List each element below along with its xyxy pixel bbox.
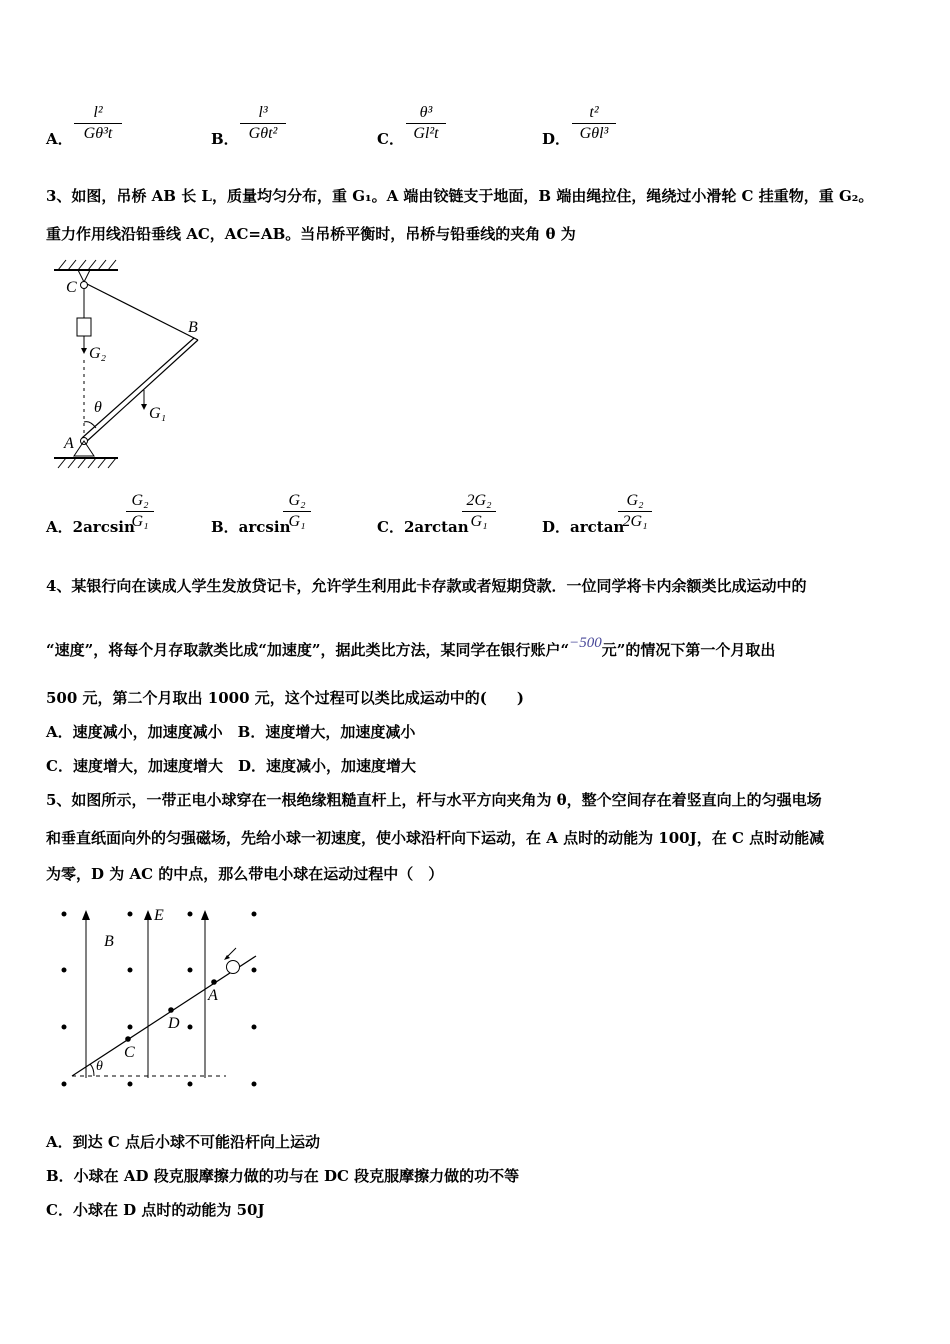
fraction-denominator: G₁: [131, 513, 149, 530]
fraction-denominator: 2G₁: [622, 513, 648, 530]
label-theta: θ: [96, 1059, 103, 1074]
fraction-numerator: 2G₂: [466, 492, 492, 509]
q3-option-c-label: C．2arctan: [377, 518, 469, 536]
q4-line-2: [46, 635, 776, 661]
q4-line-2-start: “速度”，将每个月存取款类比成“加速度”，据此类比方法，某同学在银行账户“: [46, 641, 570, 659]
q5-option-c: C．小球在 D 点时的动能为 50J: [46, 1201, 265, 1219]
q3-option-b-fraction: [283, 492, 311, 531]
q3-drawbridge-figure: [46, 252, 226, 474]
label-a: A: [64, 435, 74, 452]
fraction-numerator: G₂: [288, 492, 306, 509]
q4-options-row-1: A．速度减小，加速度减小 B．速度增大，加速度减小: [46, 723, 416, 741]
q5-line-2: 和垂直纸面向外的匀强磁场，先给小球一初速度，使小球沿杆向下运动，在 A 点时的动能为 100J，在 C 点时动能减: [46, 829, 825, 847]
fraction-denominator: Gθt²: [248, 125, 278, 142]
q4-line-3: 500 元，第二个月取出 1000 元，这个过程可以类比成运动中的( ): [46, 689, 524, 707]
fraction-numerator: θ³: [419, 104, 433, 121]
q3-option-d-fraction: [618, 492, 652, 531]
q4-line-1: 4、某银行向在读成人学生发放贷记卡，允许学生利用此卡存款或者短期贷款．一位同学将卡内余额类比成运动中的: [46, 577, 807, 595]
fraction-numerator: l³: [258, 104, 268, 121]
q5-option-a: A．到达 C 点后小球不可能沿杆向上运动: [46, 1133, 321, 1151]
label-theta: θ: [94, 399, 102, 416]
label-g1: G₁: [149, 405, 167, 422]
q4-options-row-2: C．速度增大，加速度增大 D．速度减小，加速度增大: [46, 757, 416, 775]
q2-option-c-label: C．: [377, 130, 404, 148]
label-a: A: [208, 987, 218, 1004]
fraction-numerator: l²: [93, 104, 103, 121]
q4-account-value: −500: [569, 635, 602, 651]
fraction-denominator: G₁: [288, 513, 306, 530]
q2-option-a-label: A．: [46, 130, 73, 148]
fraction-denominator: G₁: [470, 513, 488, 530]
q2-option-c-fraction: [406, 104, 446, 143]
label-c: C: [66, 279, 77, 296]
q3-option-d-label: D．arctan: [542, 518, 625, 536]
q5-line-1: 5、如图所示，一带正电小球穿在一根绝缘粗糙直杆上，杆与水平方向夹角为 θ，整个空间存在着竖直向上的匀强电场: [46, 791, 822, 809]
q2-option-b-fraction: [240, 104, 286, 143]
label-g2: G₂: [89, 345, 107, 362]
q3-option-a-label: A．2arcsin: [46, 518, 135, 536]
fraction-numerator: G₂: [131, 492, 149, 509]
label-b: B: [188, 319, 198, 336]
label-d: D: [168, 1015, 180, 1032]
fraction-denominator: Gθl³: [579, 125, 609, 142]
fraction-denominator: Gθ³t: [83, 125, 113, 142]
label-c: C: [124, 1044, 135, 1061]
q5-field-figure: [50, 898, 274, 1094]
q2-option-b-label: B．: [211, 130, 239, 148]
q5-option-b: B．小球在 AD 段克服摩擦力做的功与在 DC 段克服摩擦力做的功不等: [46, 1167, 520, 1185]
fraction-numerator: G₂: [626, 492, 644, 509]
q3-option-c-fraction: [462, 492, 496, 531]
label-b: B: [104, 933, 114, 950]
q3-line-2: 重力作用线沿铅垂线 AC，AC=AB。当吊桥平衡时，吊桥与铅垂线的夹角 θ 为: [46, 225, 576, 243]
label-e: E: [154, 907, 164, 924]
fraction-denominator: Gl²t: [413, 125, 439, 142]
q2-option-a-fraction: [74, 104, 122, 143]
pulley-icon: [81, 282, 88, 289]
q3-option-b-label: B．arcsin: [211, 518, 291, 536]
q3-line-1: 3、如图，吊桥 AB 长 L，质量均匀分布，重 G₁。A 端由铰链支于地面，B 端由绳拉住，绳绕过小滑轮 C 挂重物，重 G₂。: [46, 187, 874, 205]
q4-line-2-end: 元”的情况下第一个月取出: [601, 641, 776, 659]
q3-option-a-fraction: [126, 492, 154, 531]
fraction-numerator: t²: [589, 104, 599, 121]
weight-block: [77, 318, 91, 336]
q5-line-3: 为零，D 为 AC 的中点，那么带电小球在运动过程中（ ）: [46, 865, 444, 883]
q2-option-d-fraction: [572, 104, 616, 143]
charged-ball-icon: [227, 961, 240, 974]
q2-option-d-label: D．: [542, 130, 571, 148]
